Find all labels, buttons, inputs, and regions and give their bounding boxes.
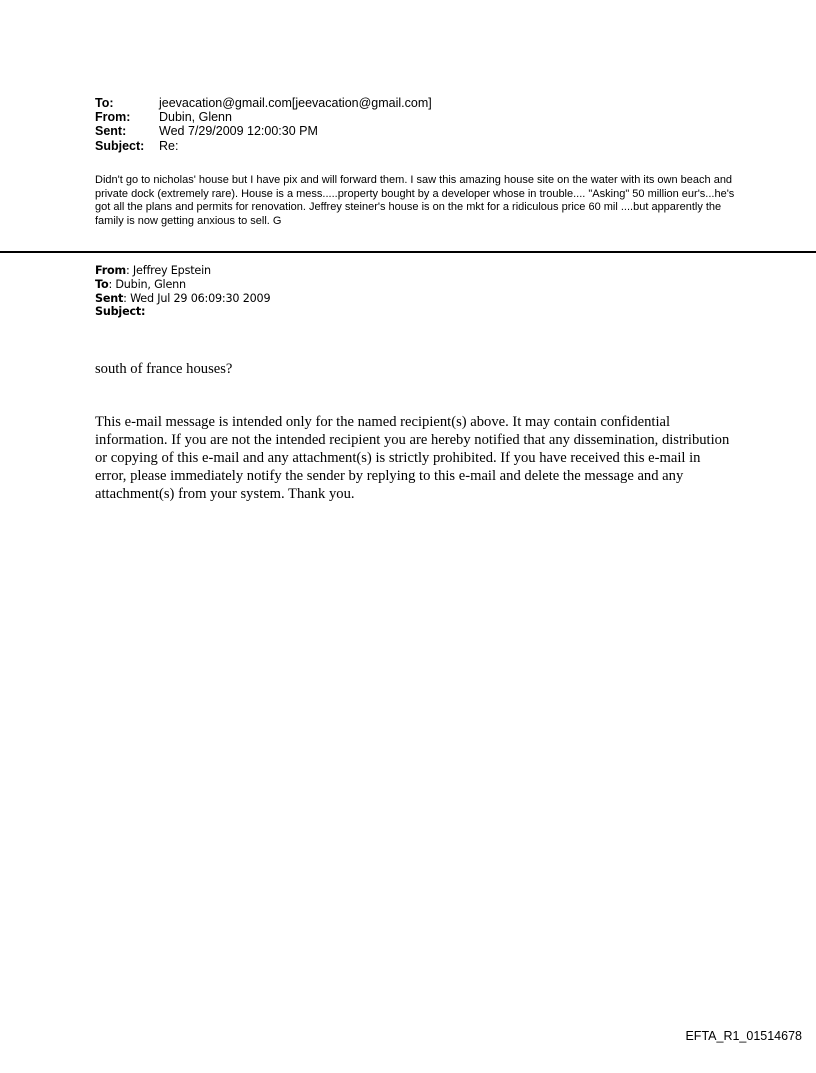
confidentiality-disclaimer: This e-mail message is intended only for the named recipient(s) above. It may contain confidential information. If you are not the intended recipient you are hereby notified that any dissemination, distribution or copying of this e-mail and any attachment(s) is strictly prohibited. If you have received this e-mail in error, please immediately notify the sender by replying to this e-mail and delete the message and any attachment(s) from your system. Thank you.	[95, 414, 730, 502]
sent-label: Sent:	[95, 124, 127, 139]
quoted-sent-label: Sent	[95, 291, 124, 305]
quoted-header	[95, 264, 270, 319]
quoted-sent-value: : Wed Jul 29 06:09:30 2009	[123, 291, 271, 305]
quoted-sent-row	[95, 292, 270, 306]
from-label: From:	[95, 110, 131, 125]
message-header	[95, 96, 432, 153]
message-body: Didn't go to nicholas' house but I have pix and will forward them. I saw this amazing house site on the water with its own beach and private dock (extremely rare). House is a mess.....property bought by a developer whose in trouble.... "Asking" 50 million eur's...he's got all the plans and permits for renovation. Jeffrey steiner's house is on the mkt for a ridiculous price 60 mil ....but apparently the family is now getting anxious to sell. G	[95, 174, 735, 227]
sent-value: Wed 7/29/2009 12:00:30 PM	[159, 124, 318, 139]
quoted-subject-value: :	[141, 305, 146, 319]
quoted-subject-row	[95, 305, 270, 319]
quoted-from-row	[95, 264, 270, 278]
quoted-body: south of france houses?	[95, 361, 233, 377]
subject-value: Re:	[159, 138, 179, 153]
quoted-to-value: : Dubin, Glenn	[108, 277, 186, 291]
quoted-to-label: To	[95, 277, 109, 291]
subject-label: Subject:	[95, 138, 145, 153]
sent-row	[95, 124, 432, 138]
to-label: To:	[95, 96, 114, 110]
document-id: EFTA_R1_01514678	[685, 1029, 802, 1043]
to-row	[95, 96, 432, 110]
quoted-to-row	[95, 278, 270, 292]
quoted-subject-label: Subject	[95, 305, 142, 319]
subject-row	[95, 139, 432, 153]
quoted-from-value: : Jeffrey Epstein	[126, 264, 211, 277]
from-value: Dubin, Glenn	[159, 110, 232, 125]
message-divider	[0, 251, 816, 253]
from-row	[95, 110, 432, 124]
to-value: jeevacation@gmail.com[jeevacation@gmail.com]	[159, 96, 432, 110]
quoted-from-label: From	[95, 264, 126, 277]
